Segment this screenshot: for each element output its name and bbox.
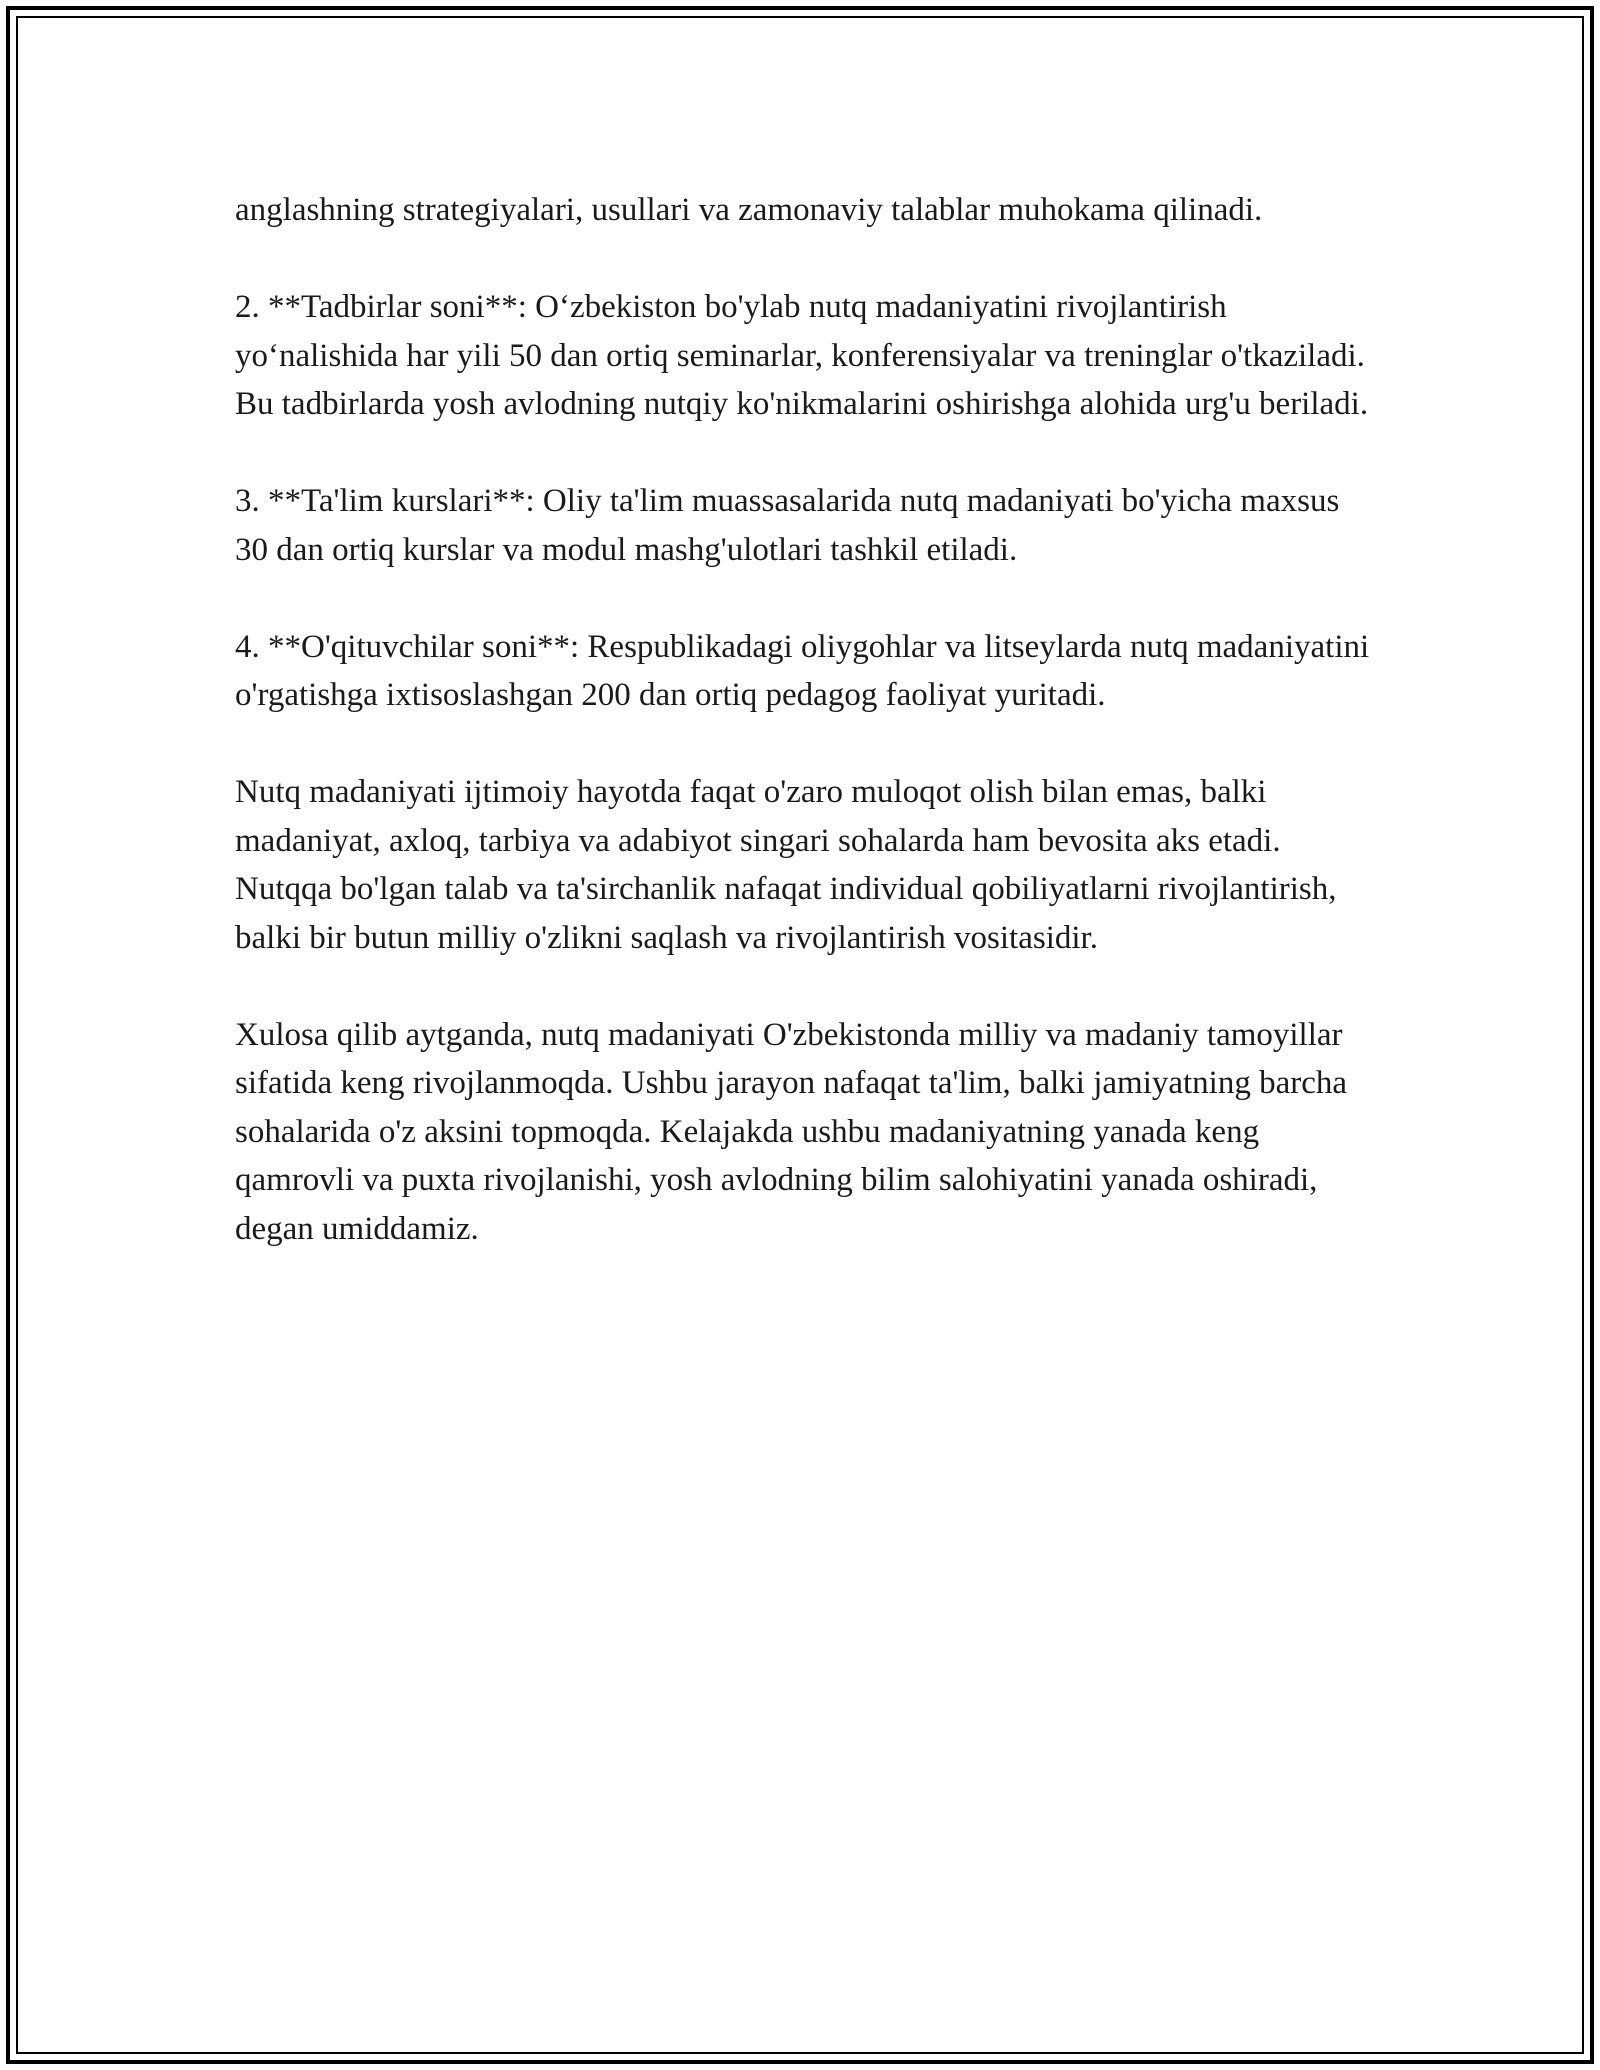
paragraph-social-life: Nutq madaniyati ijtimoiy hayotda faqat o'zaro muloqot olish bilan emas, balki madaniyat, axloq, tarbiya va adabiyot singari sohalarda ham bevosita aks etadi. Nutqqa bo'lgan talab va ta'sirchanlik nafaqat individual qobiliyatlarni rivojlantirish, balki bir butun milliy o'zlikni saqlash va rivojlantirish vositasidir. bbox=[235, 774, 1337, 956]
paragraph-events-count: 2. **Tadbirlar soni**: O‘zbekiston bo'ylab nutq madaniyatini rivojlantirish yo‘nalishida har yili 50 dan ortiq seminarlar, konferensiyalar va treninglar o'tkaziladi. Bu tadbirlarda yosh avlodning nutqiy ko'nikmalarini oshirishga alohida urg'u beriladi. bbox=[235, 289, 1369, 422]
paragraph-education-courses: 3. **Ta'lim kurslari**: Oliy ta'lim muassasalarida nutq madaniyati bo'yicha maxsus 30 dan ortiq kurslar va modul mashg'ulotlari tashkil etiladi. bbox=[235, 483, 1340, 568]
paragraph-conclusion: Xulosa qilib aytganda, nutq madaniyati O'zbekistonda milliy va madaniy tamoyillar sifatida keng rivojlanmoqda. Ushbu jarayon nafaqat ta'lim, balki jamiyatning barcha sohalarida o'z aksini topmoqda. Kelajakda ushbu madaniyatning yanada keng qamrovli va puxta rivojlanishi, yosh avlodning bilim salohiyatini yanada oshiradi, degan umiddamiz. bbox=[235, 1016, 1348, 1247]
paragraph-continuation: anglashning strategiyalari, usullari va zamonaviy talablar muhokama qilinadi. bbox=[235, 192, 1263, 228]
paragraph-teachers-count: 4. **O'qituvchilar soni**: Respublikadagi oliygohlar va litseylarda nutq madaniyatini o'rgatishga ixtisoslashgan 200 dan ortiq pedagog faoliyat yuritadi. bbox=[235, 628, 1370, 713]
document-body bbox=[235, 186, 1370, 1302]
